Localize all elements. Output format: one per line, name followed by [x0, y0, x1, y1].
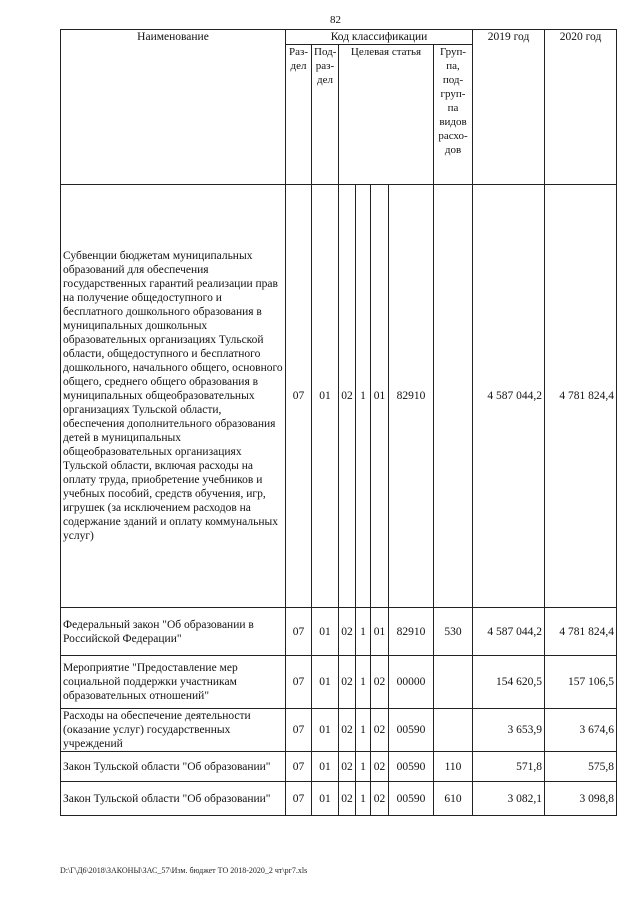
row-podrazdel: 01: [312, 656, 339, 709]
page-number: 82: [330, 14, 341, 26]
header-group: Груп-па, под-груп-па видов расхо-дов: [434, 45, 473, 185]
file-path-footer: D:\Г\Д6\2018\ЗАКОНЫ\ЗАС_57\Изм. бюджет ТО 2018-2020_2 чт\рг7.xls: [60, 866, 308, 875]
row-amount-2019: 571,8: [473, 752, 545, 782]
row-target-event: 01: [371, 185, 389, 608]
row-amount-2020: 4 781 824,4: [545, 608, 617, 656]
row-target-program: 02: [339, 782, 356, 816]
row-target-direction: 00590: [389, 709, 434, 752]
row-target-direction: 00000: [389, 656, 434, 709]
row-target-subprogram: 1: [356, 709, 371, 752]
row-podrazdel: 01: [312, 608, 339, 656]
row-target-subprogram: 1: [356, 608, 371, 656]
header-name: Наименование: [61, 30, 286, 185]
row-name: Расходы на обеспечение деятельности (оказание услуг) государственных учреждений: [61, 709, 286, 752]
row-amount-2020: 157 106,5: [545, 656, 617, 709]
header-2019: 2019 год: [473, 30, 545, 185]
row-name: Мероприятие "Предоставление мер социальной поддержки участникам образовательных отношений": [61, 656, 286, 709]
row-amount-2019: 3 653,9: [473, 709, 545, 752]
row-target-direction: 00590: [389, 782, 434, 816]
header-target-article: Целевая статья: [339, 45, 434, 185]
table-row: [61, 752, 617, 782]
row-target-event: 01: [371, 608, 389, 656]
row-amount-2020: 3 098,8: [545, 782, 617, 816]
row-target-event: 02: [371, 709, 389, 752]
row-expense-group: 530: [434, 608, 473, 656]
table-row: [61, 782, 617, 816]
row-amount-2019: 4 587 044,2: [473, 185, 545, 608]
row-amount-2020: 3 674,6: [545, 709, 617, 752]
table-row: [61, 656, 617, 709]
row-expense-group: 110: [434, 752, 473, 782]
header-podrazdel: Под-раз-дел: [312, 45, 339, 185]
header-razdel: Раз-дел: [286, 45, 312, 185]
row-name: Субвенции бюджетам муниципальных образований для обеспечения государственных гарантий реализации прав на получение общедоступного и бесплатного дошкольного образования в муниципальных дошкольных образовательных организациях Тульской области, общедоступного и бесплатного дошкольного, начального общего, основного общего, среднего общего образования в муниципальных общеобразовательных организациях Тульской области, обеспечения дополнительного образования детей в муниципальных общеобразовательных организациях Тульской области, включая расходы на оплату труда, приобретение учебников и учебных пособий, средств обучения, игр, игрушек (за исключением расходов на содержание зданий и оплату коммунальных услуг): [61, 185, 286, 608]
row-target-event: 02: [371, 656, 389, 709]
row-razdel: 07: [286, 185, 312, 608]
row-target-program: 02: [339, 656, 356, 709]
row-target-program: 02: [339, 752, 356, 782]
row-podrazdel: 01: [312, 709, 339, 752]
row-amount-2019: 154 620,5: [473, 656, 545, 709]
row-target-program: 02: [339, 608, 356, 656]
row-amount-2020: 4 781 824,4: [545, 185, 617, 608]
row-target-program: 02: [339, 709, 356, 752]
row-razdel: 07: [286, 656, 312, 709]
row-name: Федеральный закон "Об образовании в Российской Федерации": [61, 608, 286, 656]
budget-table: [60, 29, 617, 816]
row-name: Закон Тульской области "Об образовании": [61, 782, 286, 816]
row-razdel: 07: [286, 608, 312, 656]
row-target-direction: 82910: [389, 185, 434, 608]
row-target-direction: 00590: [389, 752, 434, 782]
row-target-direction: 82910: [389, 608, 434, 656]
row-amount-2019: 3 082,1: [473, 782, 545, 816]
header-row-top: [61, 30, 617, 45]
row-name: Закон Тульской области "Об образовании": [61, 752, 286, 782]
table-row: [61, 709, 617, 752]
row-target-program: 02: [339, 185, 356, 608]
table-row: [61, 608, 617, 656]
row-expense-group: [434, 656, 473, 709]
row-expense-group: [434, 185, 473, 608]
row-target-subprogram: 1: [356, 752, 371, 782]
row-razdel: 07: [286, 752, 312, 782]
row-target-subprogram: 1: [356, 656, 371, 709]
row-target-event: 02: [371, 752, 389, 782]
row-target-event: 02: [371, 782, 389, 816]
row-amount-2019: 4 587 044,2: [473, 608, 545, 656]
row-razdel: 07: [286, 782, 312, 816]
row-target-subprogram: 1: [356, 782, 371, 816]
table-row: [61, 185, 617, 608]
row-podrazdel: 01: [312, 782, 339, 816]
header-2020: 2020 год: [545, 30, 617, 185]
row-expense-group: 610: [434, 782, 473, 816]
header-classification-code: Код классификации: [286, 30, 473, 45]
row-podrazdel: 01: [312, 185, 339, 608]
row-podrazdel: 01: [312, 752, 339, 782]
row-amount-2020: 575,8: [545, 752, 617, 782]
row-expense-group: [434, 709, 473, 752]
row-razdel: 07: [286, 709, 312, 752]
row-target-subprogram: 1: [356, 185, 371, 608]
